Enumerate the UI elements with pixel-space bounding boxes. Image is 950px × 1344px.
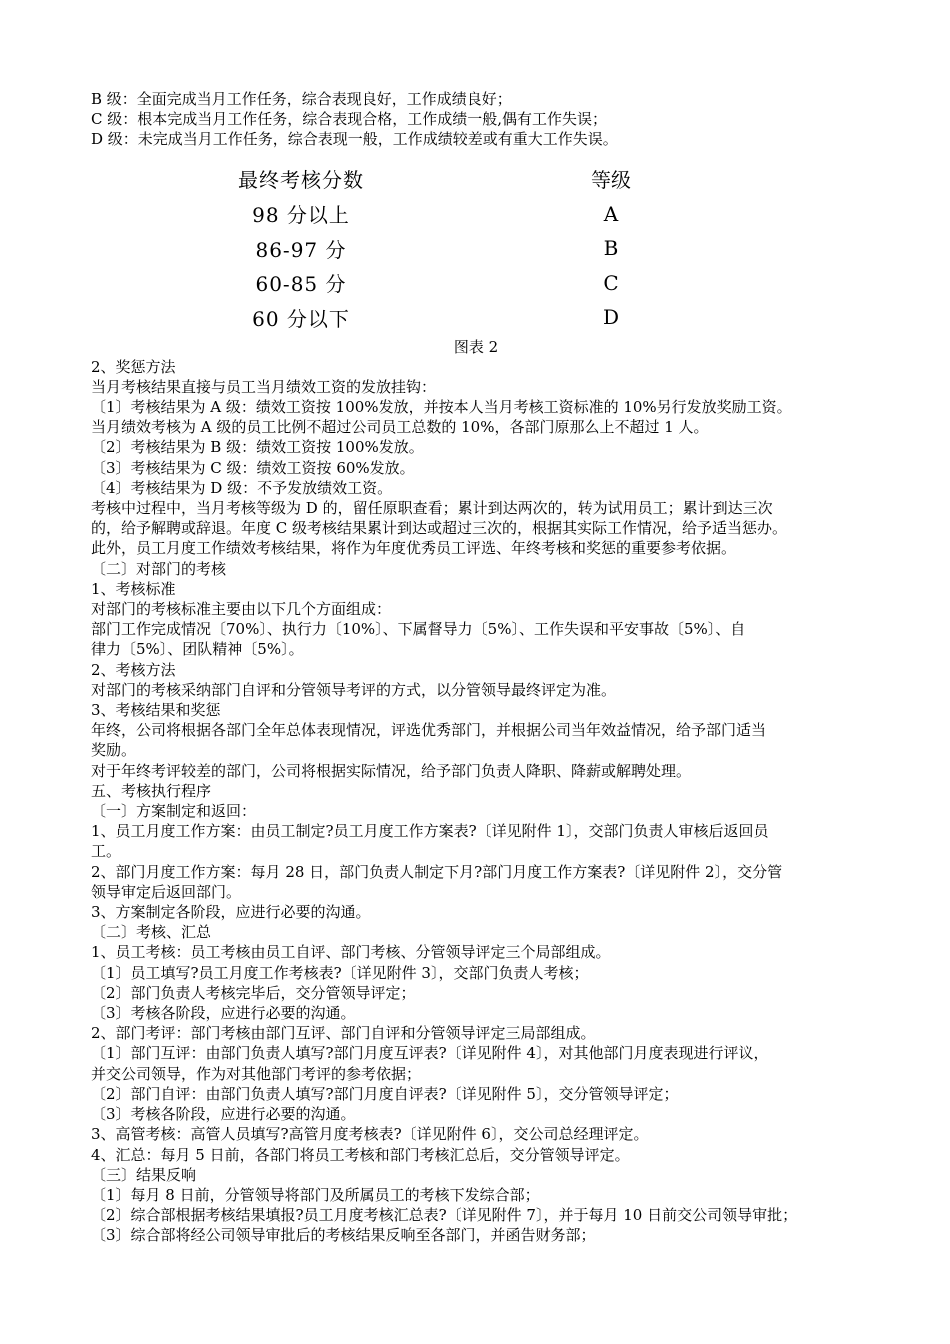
text-line: 1、员工考核：员工考核由员工自评、部门考核、分管领导评定三个局部组成。 bbox=[91, 943, 611, 962]
grade-cell: C bbox=[603, 270, 619, 295]
grade-cell: D bbox=[602, 305, 620, 330]
text-line: 〔3〕考核结果为 C 级：绩效工资按 60%发放。 bbox=[91, 458, 415, 477]
section-heading: 〔一〕方案制定和返回： bbox=[91, 802, 257, 821]
grade-table bbox=[91, 162, 861, 335]
body-text bbox=[91, 357, 861, 1246]
section-heading: 五、考核执行程序 bbox=[91, 781, 212, 800]
text-line: 部门工作完成情况〔70%〕、执行力〔10%〕、下属督导力〔5%〕、工作失误和平安事故〔5%〕、自 bbox=[91, 620, 746, 639]
score-column-header: 最终考核分数 bbox=[238, 168, 364, 193]
text-line: 工。 bbox=[91, 842, 122, 861]
text-line: 2、部门月度工作方案：每月 28 日，部门负责人制定下月?部门月度工作方案表?〔详见附件 2〕，交分管 bbox=[91, 862, 783, 881]
text-line: 的，给予解聘或辞退。年度 C 级考核结果累计到达或超过三次的，根据其实际工作情况，给予适当惩办。 bbox=[91, 519, 788, 538]
grade-definitions bbox=[91, 89, 861, 150]
text-line: 〔3〕考核各阶段，应进行必要的沟通。 bbox=[91, 1004, 356, 1023]
text-line: 〔1〕考核结果为 A 级：绩效工资按 100%发放，并按本人当月考核工资标准的 10%另行发放奖励工资。 bbox=[91, 397, 792, 416]
grade-table-header bbox=[91, 162, 861, 197]
text-line: 考核中过程中，当月考核等级为 D 的，留任原职查看；累计到达两次的，转为试用员工；累计到达三次 bbox=[91, 499, 773, 517]
text-line: 〔2〕考核结果为 B 级：绩效工资按 100%发放。 bbox=[91, 438, 424, 457]
text-line: 〔1〕部门互评：由部门负责人填写?部门月度互评表?〔详见附件 4〕，对其他部门月度表现进行评议， bbox=[91, 1044, 769, 1063]
score-cell: 98 分以上 bbox=[252, 203, 350, 227]
text-line: 2、部门考评：部门考核由部门互评、部门自评和分管领导评定三局部组成。 bbox=[91, 1024, 596, 1043]
section-heading: 〔二〕考核、汇总 bbox=[91, 923, 212, 942]
text-line: 〔2〕部门自评：由部门负责人填写?部门月度自评表?〔详见附件 5〕，交分管领导评定； bbox=[91, 1084, 679, 1103]
text-line: 当月绩效考核为 A 级的员工比例不超过公司员工总数的 10%，各部门原那么上不超过 1 人。 bbox=[91, 418, 709, 437]
text-line: C 级：根本完成当月工作任务，综合表现合格，工作成绩一般,偶有工作失误； bbox=[91, 110, 608, 129]
text-line: 此外，员工月度工作绩效考核结果，将作为年度优秀员工评选、年终考核和奖惩的重要参考依据。 bbox=[91, 539, 737, 558]
text-line: 〔3〕综合部将经公司领导审批后的考核结果反响至各部门，并函告财务部； bbox=[91, 1226, 596, 1245]
text-line: 对部门的考核标准主要由以下几个方面组成： bbox=[91, 600, 392, 619]
text-line: 年终，公司将根据各部门全年总体表现情况，评选优秀部门，并根据公司当年效益情况，给予部门适当 bbox=[91, 721, 767, 740]
table-caption: 图表 2 bbox=[453, 337, 499, 356]
section-heading: 1、考核标准 bbox=[91, 579, 176, 598]
score-cell: 60-85 分 bbox=[255, 272, 347, 297]
text-line: 4、汇总：每月 5 日前，各部门将员工考核和部门考核汇总后，交分管领导评定。 bbox=[91, 1145, 630, 1164]
text-line: 当月考核结果直接与员工当月绩效工资的发放挂钩： bbox=[91, 377, 437, 396]
text-line: 对部门的考核采纳部门自评和分管领导考评的方式，以分管领导最终评定为准。 bbox=[91, 680, 617, 699]
section-heading: 2、考核方法 bbox=[91, 660, 176, 679]
grade-cell: B bbox=[603, 236, 619, 261]
document-content bbox=[91, 89, 861, 1246]
text-line: 〔1〕员工填写?员工月度工作考核表?〔详见附件 3〕，交部门负责人考核； bbox=[91, 963, 589, 982]
text-line: 奖励。 bbox=[91, 741, 137, 760]
grade-column-header: 等级 bbox=[591, 168, 631, 193]
text-line: 律力〔5%〕、团队精神〔5%〕。 bbox=[91, 640, 304, 659]
text-line: D 级：未完成当月工作任务，综合表现一般，工作成绩较差或有重大工作失误。 bbox=[91, 130, 618, 149]
section-heading: 3、考核结果和奖惩 bbox=[91, 701, 221, 720]
section-heading: 2、奖惩方法 bbox=[91, 357, 176, 376]
text-line: 〔1〕每月 8 日前，分管领导将部门及所属员工的考核下发综合部； bbox=[91, 1185, 540, 1204]
text-line: 〔2〕部门负责人考核完毕后，交分管领导评定； bbox=[91, 983, 416, 1002]
section-heading: 〔二〕对部门的考核 bbox=[91, 559, 227, 578]
text-line: 3、方案制定各阶段，应进行必要的沟通。 bbox=[91, 903, 371, 922]
text-line: 〔3〕考核各阶段，应进行必要的沟通。 bbox=[91, 1105, 356, 1124]
section-heading: 〔三〕结果反响 bbox=[91, 1165, 197, 1184]
grade-table-row bbox=[91, 196, 861, 231]
text-line: 对于年终考评较差的部门，公司将根据实际情况，给予部门负责人降职、降薪或解聘处理。 bbox=[91, 761, 692, 780]
text-line: 3、高管考核：高管人员填写?高管月度考核表?〔详见附件 6〕，交公司总经理评定。 bbox=[91, 1125, 649, 1144]
grade-table-row bbox=[91, 300, 861, 335]
text-line: 〔4〕考核结果为 D 级：不予发放绩效工资。 bbox=[91, 478, 393, 497]
score-cell: 86-97 分 bbox=[255, 237, 347, 262]
text-line: 领导审定后返回部门。 bbox=[91, 882, 242, 901]
grade-cell: A bbox=[603, 201, 619, 226]
text-line: 〔2〕综合部根据考核结果填报?员工月度考核汇总表?〔详见附件 7〕，并于每月 10 日前交公司领导审批； bbox=[91, 1206, 798, 1225]
text-line: 1、员工月度工作方案：由员工制定?员工月度工作方案表?〔详见附件 1〕，交部门负责人审核后返回员 bbox=[91, 822, 769, 841]
score-cell: 60 分以下 bbox=[252, 306, 350, 331]
grade-table-row bbox=[91, 265, 861, 300]
text-line: 并交公司领导，作为对其他部门考评的参考依据； bbox=[91, 1064, 422, 1083]
grade-table-row bbox=[91, 231, 861, 266]
text-line: B 级：全面完成当月工作任务，综合表现良好，工作成绩良好； bbox=[91, 90, 512, 108]
